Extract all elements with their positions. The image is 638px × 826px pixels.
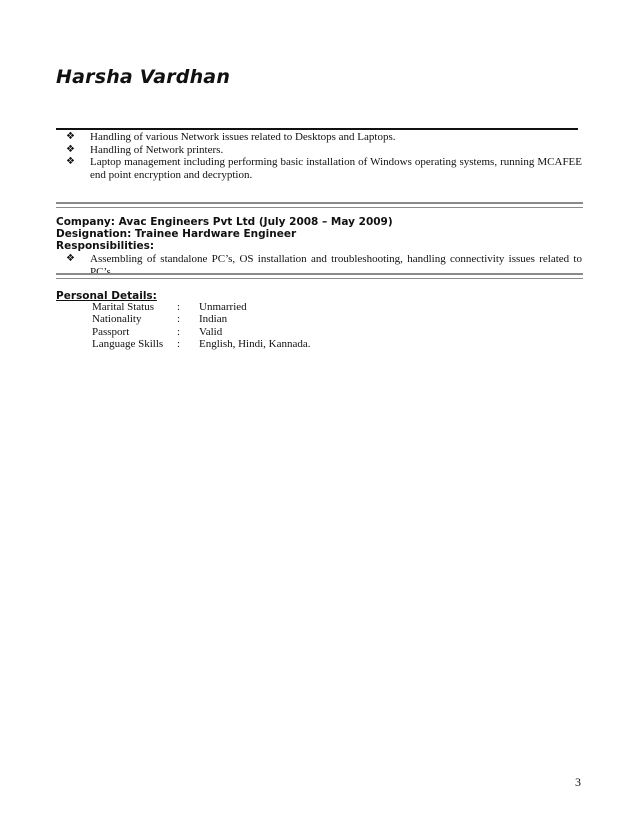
page-number: 3: [575, 775, 581, 789]
company-line: Company: Avac Engineers Pvt Ltd (July 2008 – May 2009): [56, 216, 393, 228]
list-item: [66, 131, 582, 144]
list-item: [66, 144, 582, 157]
experience-block: [56, 216, 393, 252]
header-divider: [56, 128, 578, 130]
detail-key: Language Skills: [92, 338, 164, 351]
detail-separator: :: [177, 325, 181, 338]
section-divider: [56, 202, 583, 208]
list-item: [66, 156, 582, 181]
detail-row: [92, 313, 311, 325]
detail-separator: :: [177, 313, 181, 326]
detail-separator: :: [177, 301, 181, 313]
list-item-text: Assembling of standalone PC’s, OS installation and troubleshooting, handling connectivity issues related to PC’s: [90, 253, 582, 278]
candidate-name: Harsha Vardhan: [56, 66, 231, 88]
personal-details-table: [92, 301, 311, 351]
list-item-text: Handling of various Network issues related to Desktops and Laptops.: [90, 131, 396, 143]
detail-separator: :: [177, 338, 181, 351]
detail-key: Nationality: [92, 313, 142, 326]
detail-row: [92, 301, 311, 313]
list-item-text: Laptop management including performing basic installation of Windows operating systems, running MCAFEE end point encryption and decryption.: [90, 156, 582, 181]
detail-value: Unmarried: [199, 301, 247, 313]
detail-value: Indian: [199, 313, 228, 326]
list-item-text: Handling of Network printers.: [90, 143, 224, 156]
duties-list: [66, 131, 582, 181]
detail-key: Marital Status: [92, 301, 155, 313]
detail-key: Passport: [92, 325, 130, 338]
personal-details-heading: Personal Details:: [56, 290, 157, 302]
diamond-bullet-icon: ❖: [66, 143, 75, 155]
section-divider: [56, 273, 583, 279]
diamond-bullet-icon: ❖: [66, 156, 75, 167]
detail-value: English, Hindi, Kannada.: [199, 338, 311, 351]
detail-row: [92, 338, 311, 350]
detail-value: Valid: [199, 325, 223, 338]
diamond-bullet-icon: ❖: [66, 253, 75, 264]
detail-row: [92, 326, 311, 338]
diamond-bullet-icon: ❖: [66, 131, 75, 142]
designation-line: Designation: Trainee Hardware Engineer: [56, 228, 297, 240]
responsibilities-label: Responsibilities:: [56, 240, 155, 252]
